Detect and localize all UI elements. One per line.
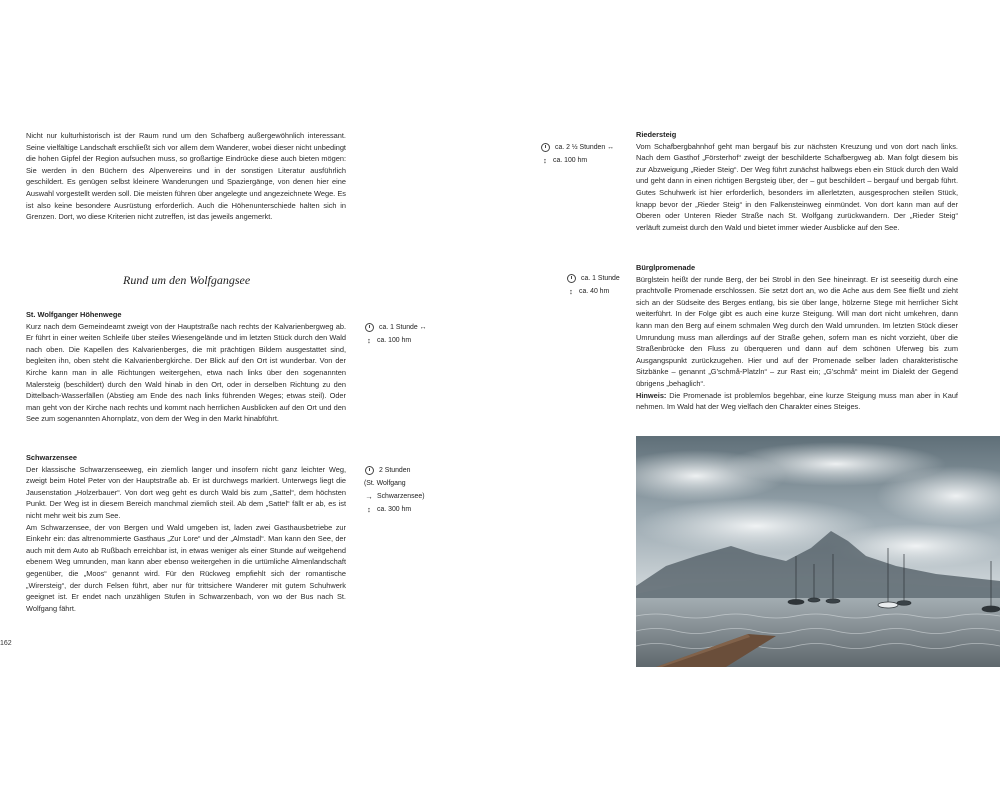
hint-label: Hinweis: bbox=[636, 390, 667, 400]
clock-icon bbox=[365, 466, 374, 475]
duration: 2 Stunden bbox=[379, 467, 411, 474]
updown-arrow-icon: ↕ bbox=[367, 336, 371, 345]
loop-icon: ↔ bbox=[419, 324, 427, 331]
hint-text: Die Promenade ist problemlos begehbar, eine kurze Steigung muss man aber in Kauf nehmen. Im Wald hat der Weg vielfach den Charakter eines Steiges. bbox=[636, 390, 958, 412]
height-gain: ca. 100 hm bbox=[377, 337, 412, 344]
route-body: Kurz nach dem Gemeindeamt zweigt von der Hauptstraße nach rechts der Kalvarienbergweg ab. Er führt in einer weiten Schleife über steiles Wiesengelände und im letzten Stück durch den Wald nach oben. Die Kapellen des Kalvarienberges, die mit prächtigen Bildern ausgestattet sind, begleiten ihn, oben steht die Kalvarienbergkirche. Der Blick auf den Ort ist wunderbar. Von der Kirche kann man in alle Richtungen weitergehen, etwa nach links über den sogenannten Malersteig (beschildert) durch den Wald hinab in den Ort, oder in derselben Richtung zu den Dittelbach-Wasserfällen (Abstieg am Ende des nach links führenden Weges; etwas steil). Oder man geht von der Kirche nach rechts und kommt nach herrlichen Ausblicken auf den Ort und den See zum sogenannten Ahornplatz, von dem der Weg in den Markt hinabführt. bbox=[26, 321, 346, 424]
route-meta-schwarzensee bbox=[364, 464, 425, 516]
clock-icon bbox=[365, 323, 374, 332]
arrow-right-icon: → bbox=[365, 492, 373, 501]
height-gain: ca. 300 hm bbox=[377, 506, 412, 513]
clock-icon bbox=[541, 143, 550, 152]
route-meta-hoehenwege bbox=[364, 321, 427, 347]
section-title: Rund um den Wolfgangsee bbox=[123, 273, 251, 287]
loop-icon: ↔ bbox=[607, 144, 614, 151]
clock-icon bbox=[567, 274, 576, 283]
route-buerglpromenade bbox=[636, 262, 958, 413]
route-title: Riedersteig bbox=[636, 130, 677, 139]
lake-photo-graphic bbox=[636, 436, 1000, 667]
route-body: Bürglstein heißt der runde Berg, der bei Strobl in den See hineinragt. Er ist seeseitig durch eine prachtvolle Promenade erschlossen. Sie setzt dort an, wo die Ache aus dem See fließt und zieht sich an der Südseite des Berges entlang, bis sie über lange, hölzerne Stege mit herrlicher Sicht weiterführt. In der Folge gibt es auch eine kurze Steigung. Will man dort nicht umkehren, dann kann man den Berg auf einem schmalen Weg durch den Wald umrunden. Im letzten Stück dieser Umrundung muss man allerdings auf der Straße gehen, sofern man es nicht vorzieht, über die Straßenbrücke den Fluss zu überqueren und dann auf dem schönen Uferweg bis zum Ausgangspunkt zurückzugehen. Hier und auf der Promenade selber laden charakteristische Sitzbänke – genannt „G’schmå-Platzln“ – zur Rast ein; „G’schmå“ meint im Dialekt der Gegend übrigens „behaglich“. bbox=[636, 274, 958, 388]
route-title: Bürglpromenade bbox=[636, 263, 696, 272]
duration: ca. 1 Stunde bbox=[379, 324, 418, 331]
route-hoehenwege bbox=[26, 309, 346, 425]
route-meta-riedersteig bbox=[540, 141, 614, 167]
duration: ca. 2 ½ Stunden bbox=[555, 144, 606, 151]
lake-photo bbox=[636, 436, 1000, 667]
route-riedersteig bbox=[636, 129, 958, 233]
page-number: 162 bbox=[0, 640, 12, 647]
updown-arrow-icon: ↕ bbox=[367, 505, 371, 514]
route-body: Der klassische Schwarzenseeweg, ein ziemlich langer und insofern nicht ganz leichter Weg, zweigt beim Hotel Peter von der Hauptstraße ab. Er ist durchwegs markiert. Unterwegs liegt die Jausenstation „Holzerbauer“. Von dort weg geht es durch Wald bis zum „Sattel“, dem höchsten Punkt. Der Weg ist in diesem Bereich manchmal ziemlich steil. Ab dem „Sattel“ fällt er ab, es ist nicht mehr weit bis zum See. bbox=[26, 464, 346, 520]
route-meta-buerglpromenade bbox=[566, 272, 620, 298]
height-gain: ca. 100 hm bbox=[553, 157, 588, 164]
route-title: Schwarzensee bbox=[26, 453, 77, 462]
route-body-2: Am Schwarzensee, der von Bergen und Wald umgeben ist, laden zwei Gasthausbetriebe zur Einkehr ein: das altrenommierte Gasthaus „Zur Lore“ und der „Almstadl“. Man kann den See, der auch mit dem Auto ab Rußbach erreichbar ist, in etwas weniger als einer Stunde auf weitgehend ebenem Weg umrunden, man kann aber ebenso weitergehen in die urtümliche Almenlandschaft gegenüber, die „Moos“ genannt wird. Für den Rückweg empfiehlt sich der romantische „Wirersteig“, der durch Felsen führt, aber nur für trittsichere Wanderer mit gutem Schuhwerk geeignet ist. Er endet nach unzähligen Stufen in Schwarzenbach, von wo der Bus nach St. Wolfgang fährt. bbox=[26, 522, 346, 613]
route-body: Vom Schafbergbahnhof geht man bergauf bis zur nächsten Kreuzung und von dort nach links. Nach dem Gasthof „Försterhof“ zweigt der beschilderte Schafbergweg ab. Man folgt diesem bis zur Abzweigung „Rieder Steig“. Der Weg führt zunächst halbwegs eben ein Stück durch den Wald und geht dann in einen richtigen Bergsteig über, der – gut beschildert – bergauf und bergab führt. Gutes Schuhwerk ist hier erforderlich, besonders im allerletzten, ausgesprochen steilen Stück, knapp bevor der „Rieder Steig“ in den Falkensteinweg einmündet. Von dort kann man auf der Oberen oder Unteren Rieder Straße nach St. Wolfgang zurückwandern. Der „Rieder Steig“ verläuft zumeist durch den Wald und bietet immer wieder Ausblicke auf den See. bbox=[636, 141, 958, 232]
duration: ca. 1 Stunde bbox=[581, 275, 620, 282]
height-gain: ca. 40 hm bbox=[579, 288, 610, 295]
route-hint bbox=[636, 390, 958, 413]
route-title: St. Wolfganger Höhenwege bbox=[26, 310, 122, 319]
route-to: Schwarzensee) bbox=[377, 493, 425, 500]
intro-paragraph: Nicht nur kulturhistorisch ist der Raum rund um den Schafberg außergewöhnlich interessant. Seine vielfältige Landschaft erschließt sich vor allem dem Wanderer, wobei dieser nicht unbedingt die hohen Gipfel der Region aufsuchen muss, so großartige Eindrücke diese auch bieten mögen: Sie werden in den Büchern des Alpenvereins und in der sonstigen Literatur ausführlich geschildert. Es genügen selbst kleinere Wanderungen und Spaziergänge, von denen hier eine Auswahl vorgestellt werden soll. Die meisten führen über angelegte und angezeichnete Wege. Es ist also keine besondere Ausrüstung erforderlich. Auch die Höhenunterschiede halten sich in Grenzen. Dort, wo diese Kriterien nicht zutreffen, ist das jeweils angemerkt. bbox=[26, 131, 346, 222]
route-from: (St. Wolfgang bbox=[364, 480, 406, 487]
updown-arrow-icon: ↕ bbox=[543, 156, 547, 165]
route-schwarzensee bbox=[26, 452, 346, 614]
updown-arrow-icon: ↕ bbox=[569, 287, 573, 296]
intro-text bbox=[26, 130, 346, 223]
